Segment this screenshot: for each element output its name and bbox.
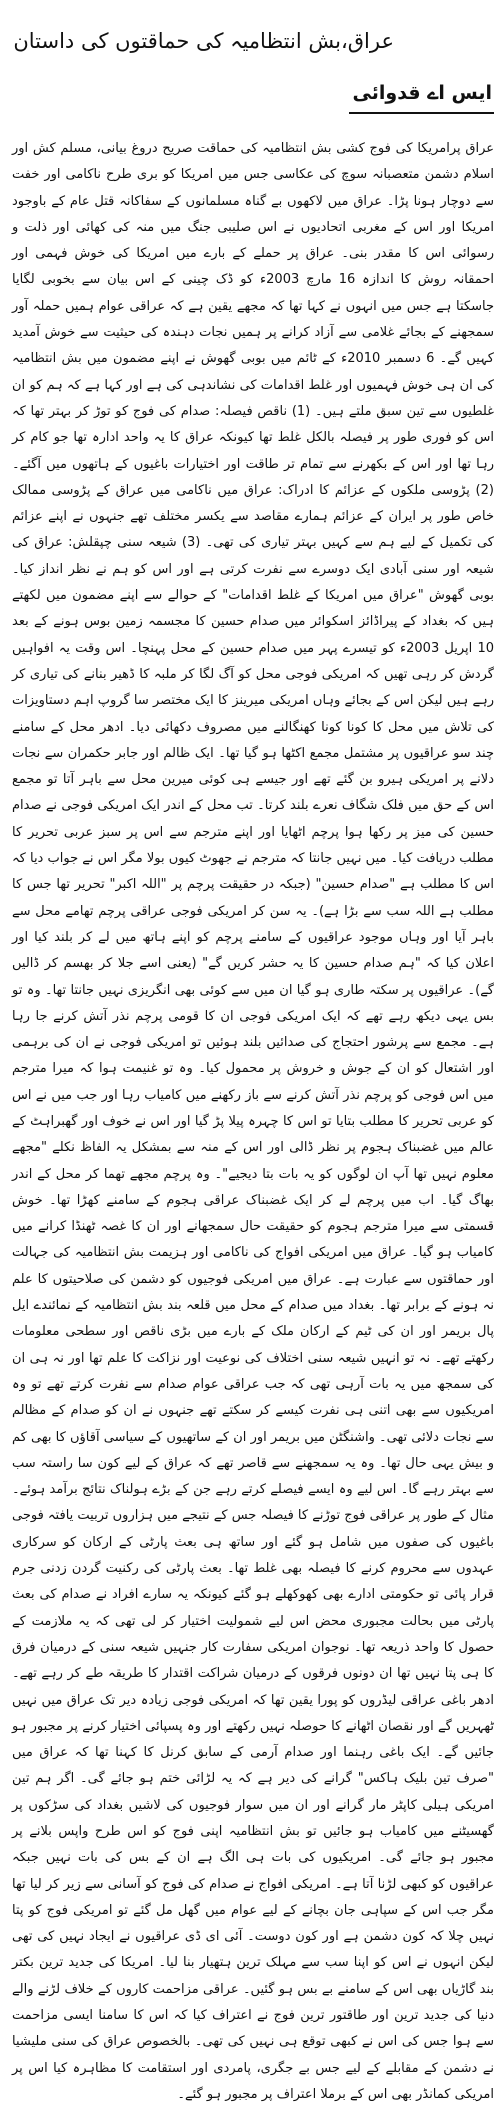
byline-row xyxy=(12,78,494,114)
article-title: عراق،بش انتظامیہ کی حماقتوں کی داستان xyxy=(13,29,394,53)
author-byline: ایس اے قدوائی xyxy=(349,78,494,114)
article-body xyxy=(12,136,494,2108)
article-paragraph: عراق پرامریکا کی فوج کشی بش انتظامیہ کی حماقت صریح دروغ بیانی، مسلم کش اور اسلام دشمن متعصبانہ سوچ کی عکاسی جس میں امریکا کو بری طرح ناکامی اور خفت سے دوچار ہونا پڑا۔ عراق میں لاکھوں بے گناہ مسلمانوں کے سفاکانہ قتل عام کے باوجود امریکا اور اس کے مغربی اتحادیوں نے اس صلیبی جنگ میں منہ کی کھائی اور ذلت و رسوائی اس کا مقدر بنی۔ عراق پر حملے کے بارے میں امریکا کی خوش فہمی اور احمقانہ روش کا اندازہ 16 مارچ 2003ء کو ڈک چینی کے اس بیان سے بخوبی لگایا جاسکتا ہے جس میں انہوں نے کہا تھا کہ مجھے یقین ہے کہ عراقی عوام ہمیں حملہ آور سمجھنے کے بجائے غلامی سے آزاد کرانے پر ہمیں نجات دہندہ کی حیثیت سے خوش آمدید کہیں گے۔ 6 دسمبر 2010ء کے ٹائم میں بوبی گھوش نے اپنے مضمون میں بش انتظامیہ کی ان ہی خوش فہمیوں اور غلط اقدامات کی نشاندہی کی ہے اور کہا ہے کہ ہم کو ان غلطیوں سے تین سبق ملتے ہیں۔ (1) ناقص فیصلہ: صدام کی فوج کو توڑ کر بہتر تھا کہ اس کو فوری طور پر فیصلہ بالکل غلط تھا کیونکہ عراق کا یہ واحد ادارہ تھا جو کام کر رہا تھا اور اس کے بکھرنے سے تمام تر طاقت اور اختیارات باغیوں کے ہاتھوں میں آگئے۔ (2) پڑوسی ملکوں کے عزائم کا ادراک: عراق میں ناکامی میں عراق کے پڑوسی ممالک خاص طور پر ایران کے عزائم ہمارے مقاصد سے یکسر مختلف تھے جنہوں نے اپنے عزائم کی تکمیل کے لیے ہم سے کہیں بہتر تیاری کی تھی۔ (3) شیعہ سنی چپقلش: عراق کی شیعہ اور سنی آبادی ایک دوسرے سے نفرت کرتی ہے اور اس کو ہم نے نظر انداز کیا۔ بوبی گھوش "عراق میں امریکا کے غلط اقدامات" کے حوالے سے اپنے مضمون میں لکھتے ہیں کہ بغداد کے پیراڈائز اسکوائر میں صدام حسین کا مجسمہ زمین بوس ہونے کے بعد 10 اپریل 2003ء کو تیسرے پہر میں صدام حسین کے محل پہنچا۔ اس وقت یہ افواہیں گردش کر رہی تھیں کہ امریکی فوجی محل کو آگ لگا کر ملبہ کا ڈھیر بنانے کی تیاری کر رہے ہیں لیکن اس کے بجائے وہاں امریکی میرینز کا ایک مختصر سا گروپ اہم دستاویزات کی تلاش میں محل کا کونا کونا کھنگالنے میں مصروف دکھائی دیا۔ ادھر محل کے سامنے چند سو عراقیوں پر مشتمل مجمع اکٹھا ہو گیا تھا۔ ایک ظالم اور جابر حکمران سے نجات دلانے پر امریکی ہیرو بن گئے تھے اور جیسے ہی کوئی میرین محل سے باہر آتا تو مجمع اس کے حق میں فلک شگاف نعرے بلند کرتا۔ تب محل کے اندر ایک امریکی فوجی نے صدام حسین کی میز پر رکھا ہوا پرچم اٹھایا اور اپنے مترجم سے اس پر سبز عربی تحریر کا مطلب دریافت کیا۔ میں نہیں جانتا کہ مترجم نے جھوٹ کیوں بولا مگر اس نے جواب دیا کہ اس کا مطلب ہے "صدام حسین" (جبکہ در حقیقت پرچم پر "اللہ اکبر" تحریر تھا جس کا مطلب ہے اللہ سب سے بڑا ہے)۔ یہ سن کر امریکی فوجی عراقی پرچم تھامے محل سے باہر آیا اور وہاں موجود عراقیوں کے سامنے پرچم کو اپنے ہاتھ میں لے کر بلند کیا اور اعلان کیا کہ "ہم صدام حسین کا یہ حشر کریں گے" (یعنی اسے جلا کر بھسم کر ڈالیں گے)۔ عراقیوں پر سکتہ طاری ہو گیا ان میں سے کوئی بھی انگریزی نہیں جانتا تھا۔ وہ تو بس یہی دیکھ رہے تھے کہ ایک امریکی فوجی ان کا قومی پرچم نذر آتش کرنے جا رہا ہے۔ مجمع سے پرشور احتجاج کی صدائیں بلند ہوئیں تو امریکی فوجی نے ان کی برہمی اور اشتعال کو ان کے جوش و خروش پر محمول کیا۔ وہ تو غنیمت ہوا کہ میرا مترجم میں اس فوجی کو پرچم نذر آتش کرنے سے باز رکھنے میں کامیاب رہا اور جب میں نے اس کو عربی تحریر کا مطلب بتایا تو اس کا چہرہ پیلا پڑ گیا اور اس نے خوف اور گھبراہٹ کے عالم میں غضبناک ہجوم پر نظر ڈالی اور اس کے منہ سے بمشکل یہ الفاظ نکلے "مجھے معلوم نہیں تھا آپ ان لوگوں کو یہ بات بتا دیجیے"۔ وہ پرچم مجھے تھما کر محل کے اندر بھاگ گیا۔ اب میں پرچم لے کر ایک غضبناک عراقی ہجوم کے سامنے کھڑا تھا۔ خوش قسمتی سے میرا مترجم ہجوم کو حقیقت حال سمجھانے اور ان کا غصہ ٹھنڈا کرانے میں کامیاب ہو گیا۔ عراق میں امریکی افواج کی ناکامی اور ہزیمت بش انتظامیہ کی جہالت اور حماقتوں سے عبارت ہے۔ عراق میں امریکی فوجیوں کو دشمن کی صلاحیتوں کا علم نہ ہونے کے برابر تھا۔ بغداد میں صدام کے محل میں قلعہ بند بش انتظامیہ کے نمائندے ایل پال بریمر اور ان کی ٹیم کے ارکان ملک کے بارے میں بڑی ناقص اور سطحی معلومات رکھتے تھے۔ نہ تو انہیں شیعہ سنی اختلاف کی نوعیت اور نزاکت کا علم تھا اور نہ ہی ان کی سمجھ میں یہ بات آرہی تھی کہ جب عراقی عوام صدام سے نفرت کرتے تھے تو وہ امریکیوں سے بھی اتنی ہی نفرت کیسے کر سکتے تھے جنہوں نے ان کو صدام کے مظالم سے نجات دلائی تھی۔ واشنگٹن میں بریمر اور ان کے ساتھیوں کے سیاسی آقاؤں کا بھی کم و بیش یہی حال تھا۔ وہ یہ سمجھنے سے قاصر تھے کہ عراق کے لیے کون سا راستہ سب سے بہتر رہے گا۔ اس لیے وہ ایسے فیصلے کرتے رہے جن کے بڑے ہولناک نتائج برآمد ہوئے۔ مثال کے طور پر عراقی فوج توڑنے کا فیصلہ جس کے نتیجے میں ہزاروں تربیت یافتہ فوجی باغیوں کی صفوں میں شامل ہو گئے اور ساتھ ہی بعث پارٹی کے ارکان کو سرکاری عہدوں سے محروم کرنے کا فیصلہ بھی غلط تھا۔ بعث پارٹی کی رکنیت گردن زدنی جرم قرار پائی تو حکومتی ادارے بھی کھوکھلے ہو گئے کیونکہ یہ سارے افراد نے صدام کی بعث پارٹی میں بحالت مجبوری محض اس لیے شمولیت اختیار کر لی تھی کہ یہ ملازمت کے حصول کا واحد ذریعہ تھا۔ نوجوان امریکی سفارت کار جنہیں شیعہ سنی کے درمیان فرق کا ہی پتا نہیں تھا ان دونوں فرقوں کے درمیان شراکت اقتدار کا طریقہ طے کر رہے تھے۔ ادھر باغی عراقی لیڈروں کو پورا یقین تھا کہ امریکی فوجی زیادہ دیر تک عراق میں نہیں ٹھہریں گے اور نقصان اٹھانے کا حوصلہ نہیں رکھتے اور وہ پسپائی اختیار کرنے پر مجبور ہو جائیں گے۔ ایک باغی رہنما اور صدام آرمی کے سابق کرنل کا کہنا تھا کہ عراق میں "صرف تین بلیک ہاکس" گرانے کی دیر ہے کہ یہ لڑائی ختم ہو جائے گی۔ اگر ہم تین امریکی ہیلی کاپٹر مار گرانے اور ان میں سوار فوجیوں کی لاشیں بغداد کی سڑکوں پر گھسیٹنے میں کامیاب ہو جائیں تو بش انتظامیہ اپنی فوج کو اس طرح واپس بلانے پر مجبور ہو جائے گی۔ امریکیوں کی بات ہی الگ ہے ان کے بس کی بات نہیں جبکہ عراقیوں کو کبھی لڑنا آتا ہے۔ امریکی افواج نے صدام کی فوج کو آسانی سے زیر کر لیا تھا مگر جب اس کے سپاہی جان بچانے کے لیے عوام میں گھل مل گئے تو امریکی فوج کو پتا نہیں چلا کہ کون دشمن ہے اور کون دوست۔ آئی ای ڈی عراقیوں نے ایجاد نہیں کی تھی لیکن انہوں نے اس کو اپنا سب سے مہلک ترین ہتھیار بنا لیا۔ امریکا کی جدید ترین بکتر بند گاڑیاں بھی اس کے سامنے بے بس ہو گئیں۔ عراقی مزاحمت کاروں کے خلاف لڑنے والے دنیا کی جدید ترین اور طاقتور ترین فوج نے اعتراف کیا کہ اس کا سامنا ایسی مزاحمت سے ہوا جس کی اس نے کبھی توقع ہی نہیں کی تھی۔ بالخصوص عراق کی سنی ملیشیا نے دشمن کے مقابلے کے لیے جس بے جگری، پامردی اور استقامت کا مظاہرہ کیا اس پر امریکی کمانڈر بھی اس کے برملا اعتراف پر مجبور ہو گئے۔ xyxy=(12,141,495,2102)
